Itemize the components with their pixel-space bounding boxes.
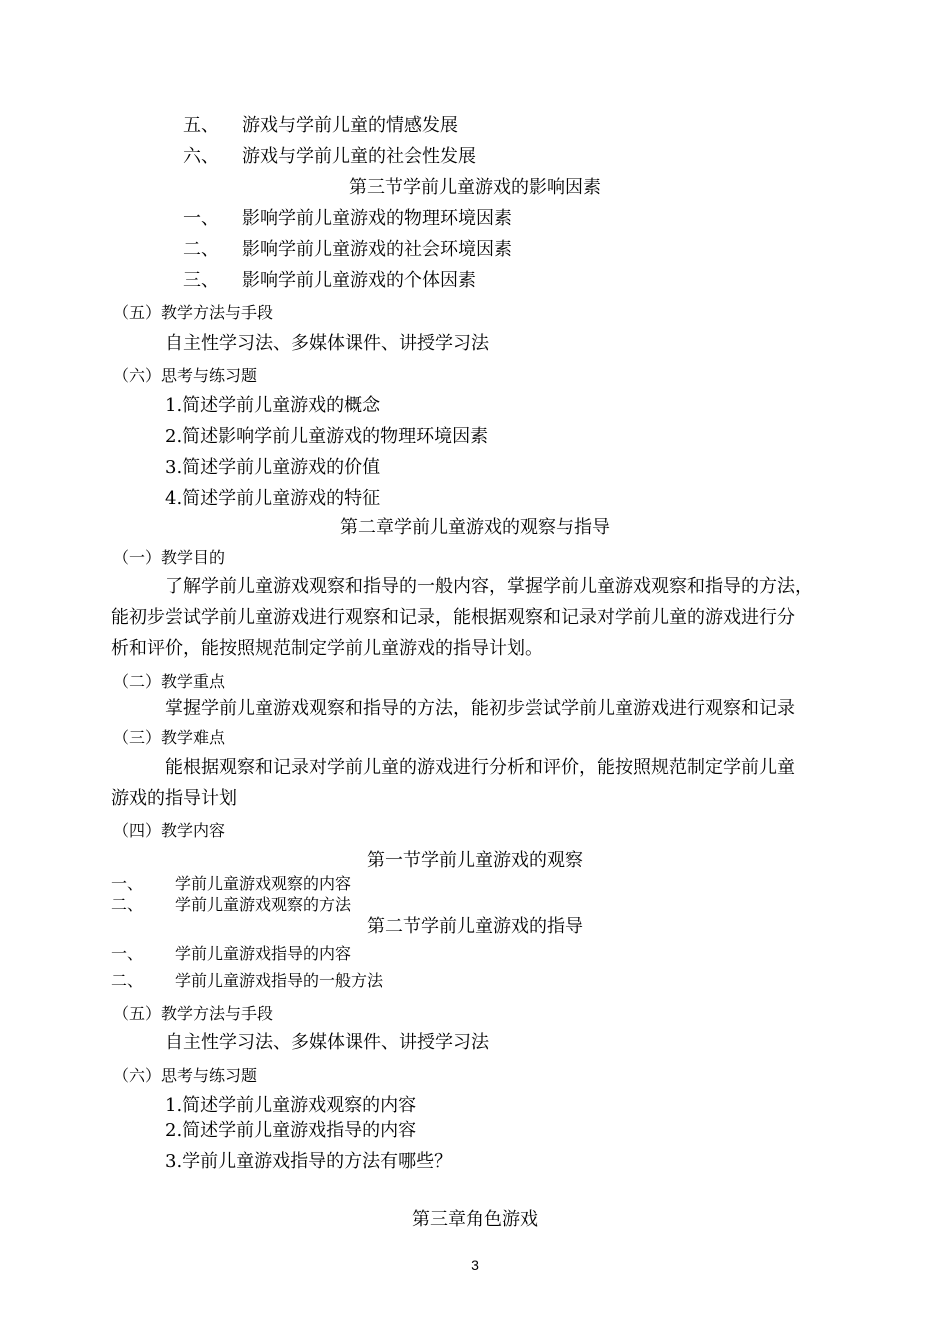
subheading: （六）思考与练习题 — [113, 1066, 258, 1085]
list-number: 二、 — [183, 239, 219, 260]
exercise-item: 2.简述学前儿童游戏指导的内容 — [165, 1120, 417, 1141]
list-item — [183, 210, 512, 228]
list-item — [183, 272, 476, 290]
list-item — [111, 973, 383, 989]
exercise-item: 3.学前儿童游戏指导的方法有哪些？ — [165, 1151, 453, 1172]
page-number: 3 — [471, 1257, 479, 1273]
list-item — [111, 946, 351, 962]
list-number: 六、 — [183, 146, 219, 167]
paragraph-line: 能初步尝试学前儿童游戏进行观察和记录，能根据观察和记录对学前儿童的游戏进行分 — [111, 607, 795, 628]
exercise-item: 1.简述学前儿童游戏的概念 — [165, 395, 381, 416]
paragraph-line: 游戏的指导计划 — [111, 788, 237, 809]
exercise-item: 3.简述学前儿童游戏的价值 — [165, 457, 381, 478]
section-title: 第三节学前儿童游戏的影响因素 — [349, 177, 601, 198]
paragraph-line: 能根据观察和记录对学前儿童的游戏进行分析和评价，能按照规范制定学前儿童 — [165, 757, 795, 778]
list-text: 学前儿童游戏指导的一般方法 — [175, 971, 384, 990]
subheading: （一）教学目的 — [113, 548, 226, 567]
paragraph: 自主性学习法、多媒体课件、讲授学习法 — [165, 1032, 489, 1053]
list-text: 影响学前儿童游戏的物理环境因素 — [242, 208, 512, 229]
paragraph-line: 析和评价，能按照规范制定学前儿童游戏的指导计划。 — [111, 638, 543, 659]
exercise-item: 1.简述学前儿童游戏观察的内容 — [165, 1095, 417, 1116]
list-number: 五、 — [183, 115, 219, 136]
list-number: 一、 — [183, 208, 219, 229]
list-text: 学前儿童游戏指导的内容 — [175, 944, 352, 963]
list-number: 一、 — [111, 944, 144, 963]
subheading: （六）思考与练习题 — [113, 366, 258, 385]
subheading: （五）教学方法与手段 — [113, 303, 274, 322]
section-title: 第一节学前儿童游戏的观察 — [367, 850, 583, 871]
list-text: 游戏与学前儿童的情感发展 — [242, 115, 458, 136]
subheading: （四）教学内容 — [113, 821, 226, 840]
paragraph-line: 了解学前儿童游戏观察和指导的一般内容，掌握学前儿童游戏观察和指导的方法， — [165, 576, 813, 597]
exercise-item: 4.简述学前儿童游戏的特征 — [165, 488, 381, 509]
list-item — [111, 876, 351, 892]
list-text: 影响学前儿童游戏的个体因素 — [242, 270, 476, 291]
list-item — [111, 897, 351, 913]
list-number: 一、 — [111, 874, 144, 893]
subheading: （二）教学重点 — [113, 672, 226, 691]
chapter-title: 第二章学前儿童游戏的观察与指导 — [340, 517, 610, 538]
list-number: 三、 — [183, 270, 219, 291]
list-text: 学前儿童游戏观察的内容 — [175, 874, 352, 893]
subheading: （五）教学方法与手段 — [113, 1004, 274, 1023]
list-number: 二、 — [111, 971, 144, 990]
list-text: 影响学前儿童游戏的社会环境因素 — [242, 239, 512, 260]
paragraph: 掌握学前儿童游戏观察和指导的方法，能初步尝试学前儿童游戏进行观察和记录 — [165, 698, 795, 719]
section-title: 第二节学前儿童游戏的指导 — [367, 916, 583, 937]
list-item — [183, 241, 512, 259]
list-text: 游戏与学前儿童的社会性发展 — [242, 146, 476, 167]
list-text: 学前儿童游戏观察的方法 — [175, 895, 352, 914]
list-item — [183, 148, 476, 166]
exercise-item: 2.简述影响学前儿童游戏的物理环境因素 — [165, 426, 489, 447]
chapter-title: 第三章角色游戏 — [412, 1209, 538, 1230]
paragraph: 自主性学习法、多媒体课件、讲授学习法 — [165, 333, 489, 354]
subheading: （三）教学难点 — [113, 728, 226, 747]
list-number: 二、 — [111, 895, 144, 914]
list-item — [183, 117, 458, 135]
